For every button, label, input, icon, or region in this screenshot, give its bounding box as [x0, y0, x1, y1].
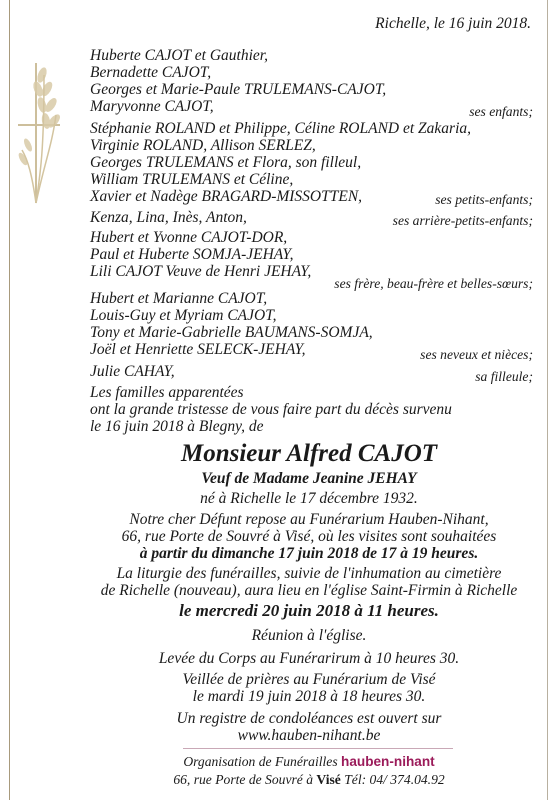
family-line: Hubert et Yvonne CAJOT-DOR,: [90, 229, 288, 246]
registry-line: Un registre de condoléances est ouvert sur: [176, 710, 442, 727]
family-line: Joël et Henriette SELECK-JEHAY,: [90, 341, 306, 358]
footer-address: [95, 772, 523, 788]
relation-label: ses petits-enfants;: [435, 192, 533, 207]
cross-and-wheat-icon: [14, 55, 70, 205]
relation-label: ses enfants;: [469, 104, 533, 119]
family-line: Louis-Guy et Myriam CAJOT,: [90, 307, 277, 324]
vigil-line-2: le mardi 19 juin 2018 à 18 heures 30.: [192, 688, 426, 705]
right-border-line: [547, 0, 548, 800]
announcement-line: le 16 juin 2018 à Blegny, de: [90, 418, 264, 435]
family-line: Bernadette CAJOT,: [90, 64, 212, 81]
footer-org-prefix: Organisation de Funérailles: [183, 754, 338, 769]
family-line: Stéphanie ROLAND et Philippe, Céline ROLAND et Zakaria,: [90, 120, 471, 137]
footer-address-prefix: 66, rue Porte de Souvré à: [173, 772, 313, 787]
announcement-line: ont la grande tristesse de vous faire part du décès survenu: [90, 401, 452, 418]
place-date: Richelle, le 16 juin 2018.: [375, 15, 531, 32]
left-border-line: [9, 0, 10, 800]
family-line: Maryvonne CAJOT,: [90, 98, 214, 115]
relation-label: ses arrière-petits-enfants;: [392, 213, 533, 228]
levee-line: Levée du Corps au Funérarirum à 10 heures 30.: [158, 650, 460, 667]
family-line: Georges et Marie-Paule TRULEMANS-CAJOT,: [90, 81, 387, 98]
family-line: Paul et Huberte SOMJA-JEHAY,: [90, 246, 294, 263]
family-line: William TRULEMANS et Céline,: [90, 171, 294, 188]
family-line: Virginie ROLAND, Allison SERLEZ,: [90, 137, 316, 154]
viewing-line-2: 66, rue Porte de Souvré à Visé, où les visites sont souhaitées: [121, 528, 497, 545]
viewing-time: à partir du dimanche 17 juin 2018 de 17 à 19 heures.: [139, 545, 479, 562]
brand-name: hauben-nihant: [341, 754, 435, 769]
family-line: Lili CAJOT Veuve de Henri JEHAY,: [90, 263, 312, 280]
funeral-time: le mercredi 20 juin 2018 à 11 heures.: [179, 601, 439, 620]
family-line: Tony et Marie-Gabrielle BAUMANS-SOMJA,: [90, 324, 373, 341]
funeral-line-2: de Richelle (nouveau), aura lieu en l'église Saint-Firmin à Richelle: [100, 582, 518, 599]
funeral-line-1: La liturgie des funérailles, suivie de l'inhumation au cimetière: [116, 565, 502, 582]
registry-url[interactable]: www.hauben-nihant.be: [237, 727, 381, 744]
family-line: Huberte CAJOT et Gauthier,: [90, 47, 268, 64]
family-line: Hubert et Marianne CAJOT,: [90, 290, 268, 307]
footer-organisation: [95, 754, 523, 770]
footer-city: Visé: [316, 772, 341, 787]
widower-line: Veuf de Madame Jeanine JEHAY: [201, 470, 417, 487]
footer-divider: [183, 748, 453, 749]
relation-label: sa filleule;: [475, 369, 533, 384]
meeting-line: Réunion à l'église.: [251, 627, 367, 644]
vigil-line-1: Veillée de prières au Funérarium de Visé: [182, 671, 436, 688]
relation-label: ses frère, beau-frère et belles-sœurs;: [334, 276, 533, 291]
family-line: Xavier et Nadège BRAGARD-MISSOTTEN,: [90, 188, 363, 205]
deceased-name: Monsieur Alfred CAJOT: [180, 440, 438, 467]
birth-line: né à Richelle le 17 décembre 1932.: [200, 490, 418, 507]
footer-phone: Tél: 04/ 374.04.92: [344, 772, 445, 787]
family-line: Kenza, Lina, Inès, Anton,: [90, 209, 247, 226]
announcement-line: Les familles apparentées: [90, 384, 244, 401]
viewing-line-1: Notre cher Défunt repose au Funérarium Hauben-Nihant,: [129, 511, 489, 528]
family-line: Georges TRULEMANS et Flora, son filleul,: [90, 154, 362, 171]
relation-label: ses neveux et nièces;: [420, 347, 533, 362]
family-line: Julie CAHAY,: [90, 363, 175, 380]
